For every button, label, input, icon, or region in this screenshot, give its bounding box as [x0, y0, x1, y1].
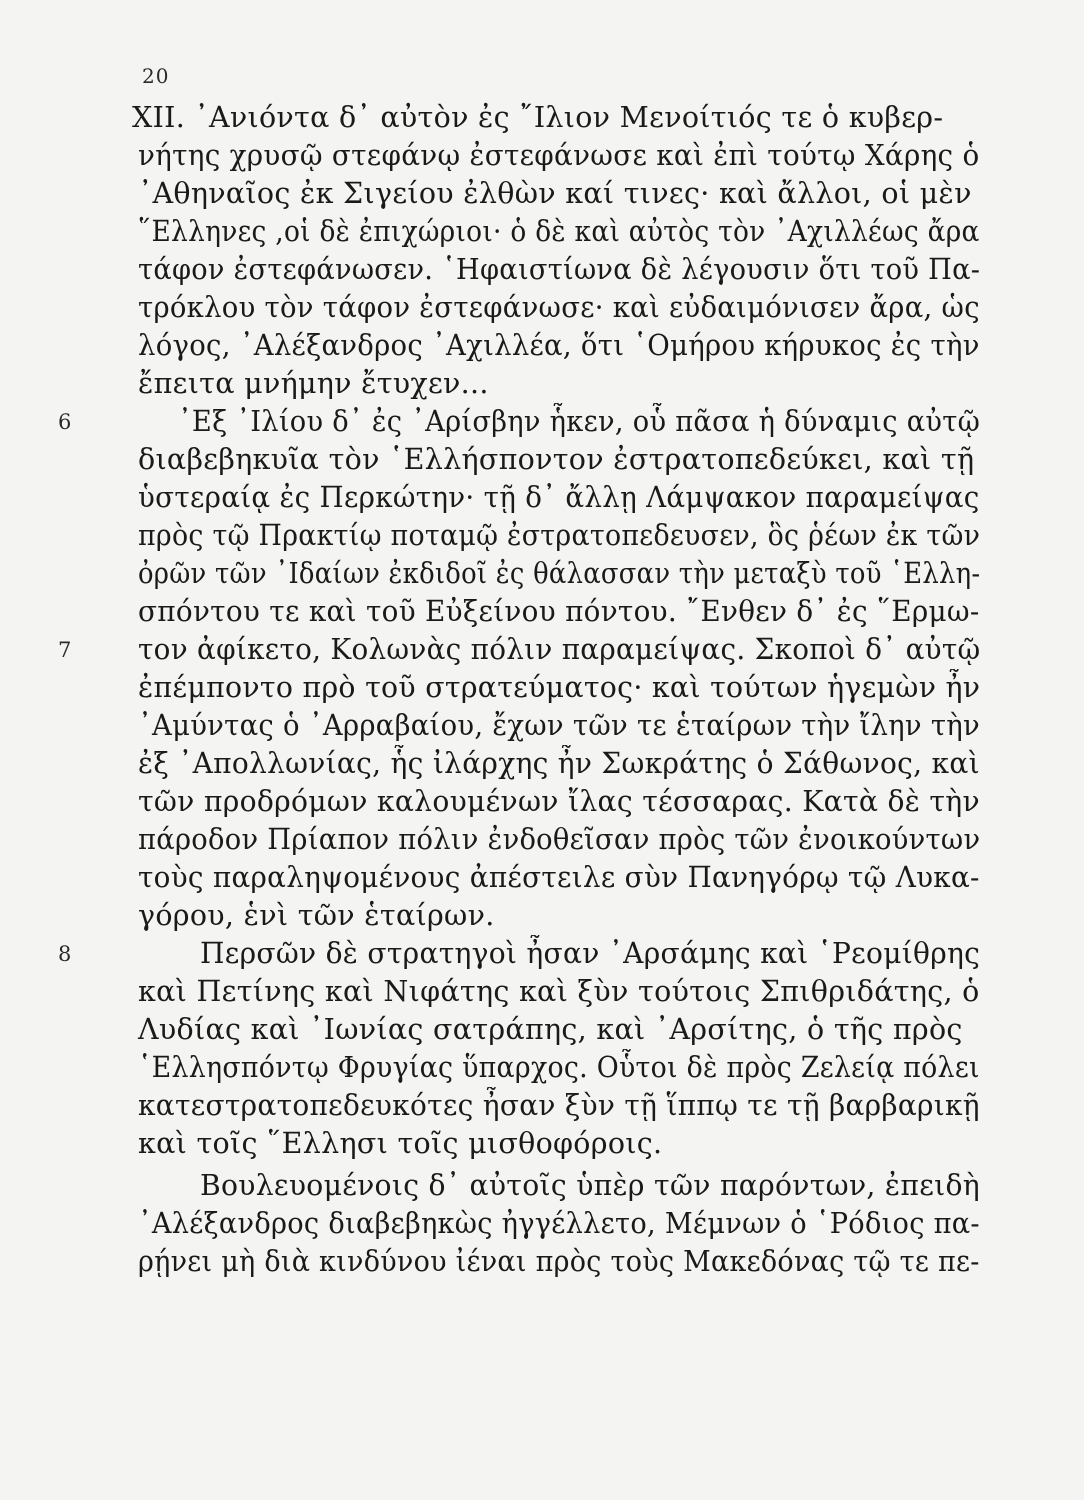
text-line: τάφον ἐστεφάνωσεν. ῾Ηφαιστίωνα δὲ λέγουσιν ὅτι τοῦ Πα- [138, 253, 981, 286]
text-line: τῶν προδρόμων καλουμένων ἴλας τέσσαρας. Κατὰ δὲ τὴν [138, 785, 980, 818]
text-line: ᾿Αλέξανδρος διαβεβηκὼς ἠγγέλλετο, Μέμνων ὁ ῾Ρόδιος πα- [138, 1207, 980, 1240]
text-line: τρόκλου τὸν τάφον ἐστεφάνωσε· καὶ εὐδαιμόνισεν ἄρα, ὡς [138, 291, 980, 324]
text-line: τον ἀφίκετο, Κολωνὰς πόλιν παραμείψας. Σκοποὶ δ᾿ αὐτῷ [138, 633, 981, 666]
text-line: καὶ Πετίνης καὶ Νιφάτης καὶ ξὺν τούτοις Σπιθριδάτης, ὁ [138, 975, 980, 1008]
text-line: ὀρῶν τῶν ᾿Ιδαίων ἐκδιδοῖ ἐς θάλασσαν τὴν μεταξὺ τοῦ ῾Ελλη- [138, 557, 981, 590]
text-line: ᾿Αμύντας ὁ ᾿Αρραβαίου, ἔχων τῶν τε ἑταίρων τὴν ἴλην τὴν [138, 709, 980, 742]
text-line: νήτης χρυσῷ στεφάνῳ ἐστεφάνωσε καὶ ἐπὶ τούτῳ Χάρης ὁ [138, 139, 980, 172]
text-line: καὶ τοῖς ῞Ελλησι τοῖς μισθοφόροις. [138, 1127, 663, 1160]
text-line: ᾿Αθηναῖος ἐκ Σιγείου ἐλθὼν καί τινες· καὶ ἄλλοι, οἱ μὲν [138, 177, 972, 210]
text-line: ᾿Εξ ᾿Ιλίου δ᾿ ἐς ᾿Αρίσβην ἧκεν, οὗ πᾶσα ἡ δύναμις αὐτῷ [178, 405, 981, 438]
text-line: ἐπέμποντο πρὸ τοῦ στρατεύματος· καὶ τούτων ἡγεμὼν ἦν [138, 671, 981, 704]
section-number-7: 7 [58, 638, 72, 662]
text-line: λόγος, ᾿Αλέξανδρος ᾿Αχιλλέα, ὅτι ῾Ομήρου κήρυκος ἐς τὴν [138, 329, 980, 362]
text-line: Βουλευομένοις δ᾿ αὐτοῖς ὑπὲρ τῶν παρόντων, ἐπειδὴ [200, 1169, 980, 1202]
text-line: Περσῶν δὲ στρατηγοὶ ἦσαν ᾿Αρσάμης καὶ ῾Ρεομίθρης [200, 937, 981, 970]
section-number-6: 6 [58, 410, 72, 434]
text-line: ῾Ελλησπόντῳ Φρυγίας ὕπαρχος. Οὗτοι δὲ πρὸς Ζελείᾳ πόλει [138, 1051, 980, 1084]
text-line: διαβεβηκυῖα τὸν ῾Ελλήσποντον ἐστρατοπεδεύκει, καὶ τῇ [138, 443, 975, 476]
page-number: 20 [142, 64, 170, 88]
text-line: ἔπειτα μνήμην ἔτυχεν... [138, 367, 489, 400]
text-line: πρὸς τῷ Πρακτίῳ ποταμῷ ἐστρατοπεδευσεν, ὃς ῥέων ἐκ τῶν [138, 519, 981, 552]
text-line: ῞Ελληνες ,οἱ δὲ ἐπιχώριοι· ὁ δὲ καὶ αὐτὸς τὸν ᾿Αχιλλέως ἄρα [138, 215, 980, 248]
text-line: XII. ᾿Ανιόντα δ᾿ αὐτὸν ἐς ῎Ιλιον Μενοίτιός τε ὁ κυβερ- [132, 101, 944, 134]
text-line: γόρου, ἑνὶ τῶν ἑταίρων. [138, 899, 495, 932]
text-line: κατεστρατοπεδευκότες ἦσαν ξὺν τῇ ἵππῳ τε τῇ βαρβαρικῇ [138, 1089, 980, 1122]
text-line: Λυδίας καὶ ᾿Ιωνίας σατράπης, καὶ ᾿Αρσίτης, ὁ τῆς πρὸς [138, 1013, 963, 1046]
section-number-8: 8 [58, 942, 72, 966]
text-line: πάροδον Πρίαπον πόλιν ἐνδοθεῖσαν πρὸς τῶν ἐνοικούντων [138, 823, 981, 856]
text-line: τοὺς παραληψομένους ἀπέστειλε σὺν Πανηγόρῳ τῷ Λυκα- [138, 861, 980, 894]
text-line: σπόντου τε καὶ τοῦ Εὐξείνου πόντου. ῎Ενθεν δ᾿ ἐς ῞Ερμω- [138, 595, 980, 628]
text-line: ρῄνει μὴ διὰ κινδύνου ἰέναι πρὸς τοὺς Μακεδόνας τῷ τε πε- [138, 1245, 980, 1278]
text-line: ὑστεραίᾳ ἐς Περκώτην· τῇ δ᾿ ἄλλῃ Λάμψακον παραμείψας [138, 481, 980, 514]
text-line: ἐξ ᾿Απολλωνίας, ἧς ἰλάρχης ἦν Σωκράτης ὁ Σάθωνος, καὶ [138, 747, 980, 780]
